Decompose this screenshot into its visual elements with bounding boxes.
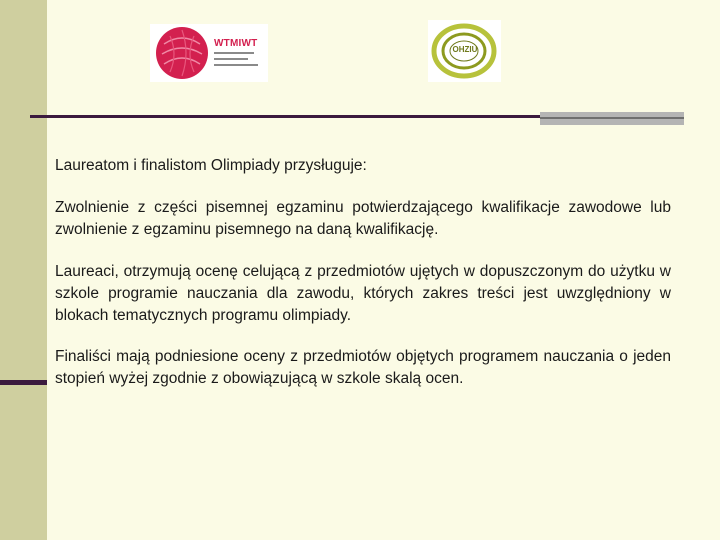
wtmiwt-caption-line-2 (214, 58, 248, 60)
paragraph-exemption: Zwolnienie z części pisemnej egzaminu potwierdzającego kwalifikacje zawodowe lub zwolnienie z egzaminu pisemnego na daną kwalifikację. (55, 199, 671, 238)
wtmiwt-caption-line-3 (214, 64, 258, 66)
intro-text: Laureatom i finalistom Olimpiady przysługuje: (55, 157, 367, 174)
wtmiwt-brand-text: WTMIWT (214, 38, 258, 49)
left-sidebar-bar (0, 0, 47, 540)
wtmiwt-caption-line-1 (214, 52, 254, 54)
wtmiwt-caption (214, 52, 258, 70)
paragraph-finalists: Finaliści mają podniesione oceny z przedmiotów objętych programem nauczania o jeden stopień wyżej zgodnie z obowiązującą w szkole skalą ocen. (55, 348, 671, 387)
slide-content (55, 155, 671, 409)
left-accent-stripe (0, 380, 47, 385)
ohziu-logo (428, 20, 501, 82)
ohziu-brand-text: OHZIU (452, 45, 478, 54)
wtmiwt-logo (150, 24, 268, 82)
paragraph-laureates: Laureaci, otrzymują ocenę celującą z przedmiotów ujętych w dopuszczonym do użytku w szkole programie nauczania dla zawodu, których zakres treści jest uwzględniony w blokach tematycznych programu olimpiady. (55, 263, 671, 324)
header-divider-grey-line (540, 117, 684, 119)
header-divider-dark (30, 115, 542, 118)
